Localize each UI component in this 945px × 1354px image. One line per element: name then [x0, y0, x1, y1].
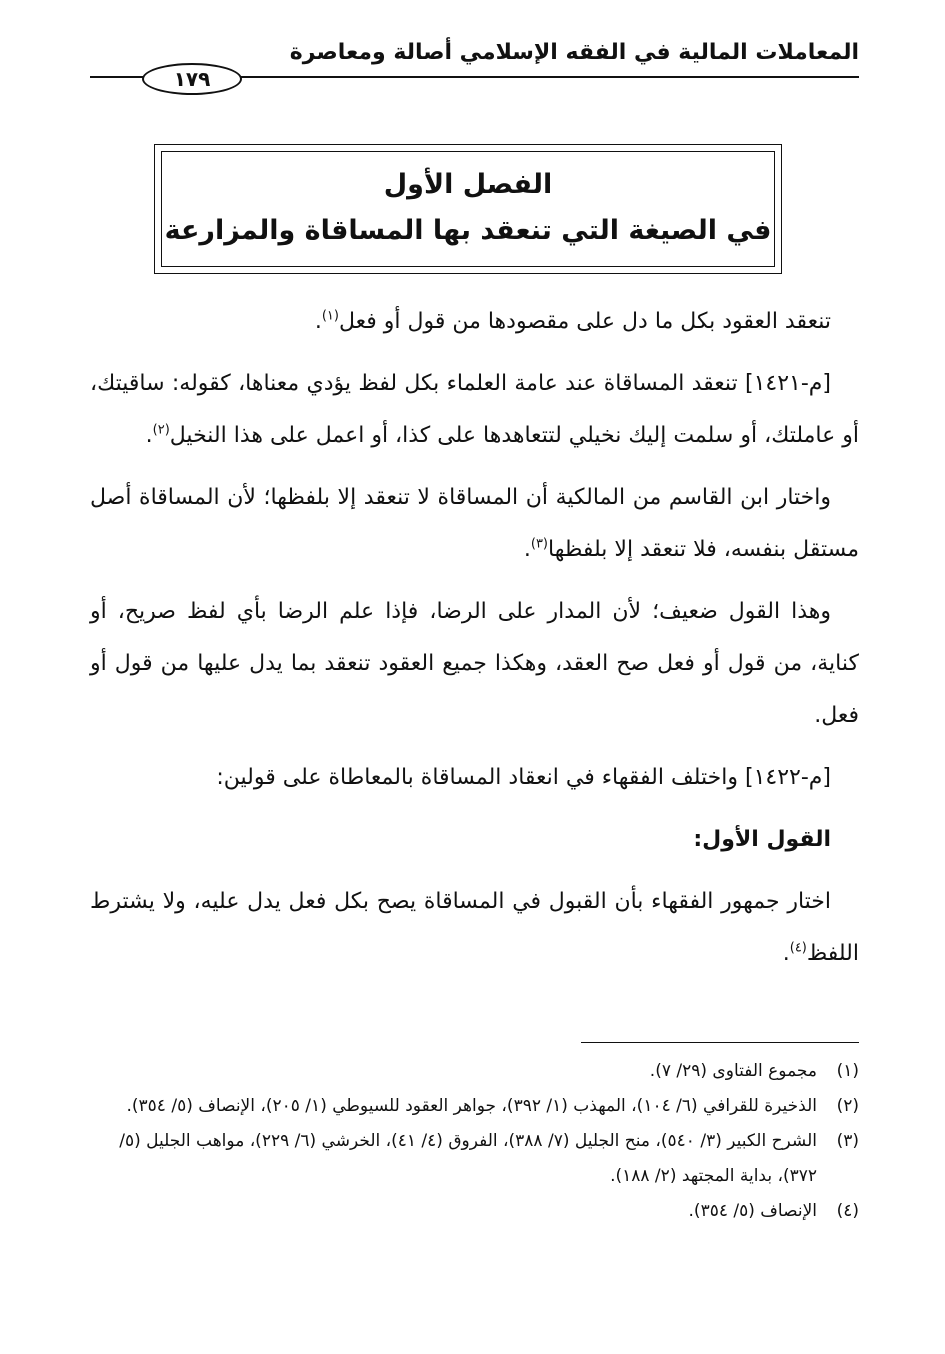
footnote-rule [581, 1042, 859, 1043]
footnote-number: (٢) [836, 1096, 859, 1116]
paragraph-end: . [523, 537, 531, 562]
paragraph [90, 358, 859, 462]
footnote [90, 1054, 859, 1089]
paragraph-text: وهذا القول ضعيف؛ لأن المدار على الرضا، فإذا علم الرضا بأي لفظ صريح، أو كناية، من قول أو فعل صح العقد، وهكذا جميع العقود تنعقد بما يدل عليها من قول أو فعل. [90, 599, 859, 728]
paragraph-text: اختار جمهور الفقهاء بأن القبول في المساقاة يصح بكل فعل يدل عليه، ولا يشترط اللفظ [90, 889, 859, 966]
footnote-number: (١) [836, 1061, 859, 1081]
section-heading [90, 814, 859, 866]
paragraph-text: [م-١٤٢٢] واختلف الفقهاء في انعقاد المساقاة بالمعاطاة على قولين: [216, 765, 831, 790]
footnote-number: (٣) [836, 1131, 859, 1151]
chapter-subtitle: في الصيغة التي تنعقد بها المساقاة والمزارعة [164, 215, 772, 246]
running-title: المعاملات المالية في الفقه الإسلامي أصالة ومعاصرة [289, 40, 859, 65]
footnote-ref: (٣) [530, 536, 548, 552]
paragraph-end: . [145, 423, 153, 448]
footnote-text: مجموع الفتاوى (٢٩/ ٧). [649, 1061, 817, 1081]
paragraph-text: تنعقد العقود بكل ما دل على مقصودها من قول أو فعل [338, 309, 831, 334]
footnote-text: الذخيرة للقرافي (٦/ ١٠٤)، المهذب (١/ ٣٩٢)، جواهر العقود للسيوطي (١/ ٢٠٥)، الإنصاف (٥/ ٣٥٤). [126, 1096, 817, 1116]
page-number-badge: ١٧٩ [142, 63, 242, 95]
footnote [90, 1124, 859, 1194]
paragraph [90, 472, 859, 576]
paragraph-end: . [782, 941, 790, 966]
paragraph-text: [م-١٤٢١] تنعقد المساقاة عند عامة العلماء بكل لفظ يؤدي معناها، كقوله: ساقيتك، أو عاملتك، أو سلمت إليك نخيلي لتتعاهدها على كذا، أو اعمل على هذا النخيل [90, 371, 859, 448]
chapter-title-frame [154, 144, 782, 274]
chapter-title: الفصل الأول [383, 169, 553, 200]
main-text [90, 296, 859, 990]
paragraph [90, 586, 859, 742]
footnotes [90, 1054, 859, 1229]
footnote [90, 1194, 859, 1229]
footnote-number: (٤) [836, 1201, 859, 1221]
footnote-ref: (٢) [152, 422, 170, 438]
footnote-ref: (٤) [789, 940, 807, 956]
chapter-title-inner-frame [161, 151, 775, 267]
paragraph-text: واختار ابن القاسم من المالكية أن المساقاة لا تنعقد إلا بلفظها؛ لأن المساقاة أصل مستقل بنفسه، فلا تنعقد إلا بلفظها [90, 485, 859, 562]
footnote-ref: (١) [321, 308, 339, 324]
paragraph [90, 296, 859, 348]
paragraph [90, 752, 859, 804]
footnote-text: الإنصاف (٥/ ٣٥٤). [688, 1201, 817, 1221]
paragraph [90, 876, 859, 980]
footnote [90, 1089, 859, 1124]
footnote-text: الشرح الكبير (٣/ ٥٤٠)، منح الجليل (٧/ ٣٨٨)، الفروق (٤/ ٤١)، الخرشي (٦/ ٢٢٩)، مواهب الجليل (٥/ ٣٧٢)، بداية المجتهد (٢/ ١٨٨). [119, 1131, 817, 1186]
page-header [90, 38, 859, 91]
paragraph-text: القول الأول: [693, 827, 831, 852]
paragraph-end: . [314, 309, 322, 334]
